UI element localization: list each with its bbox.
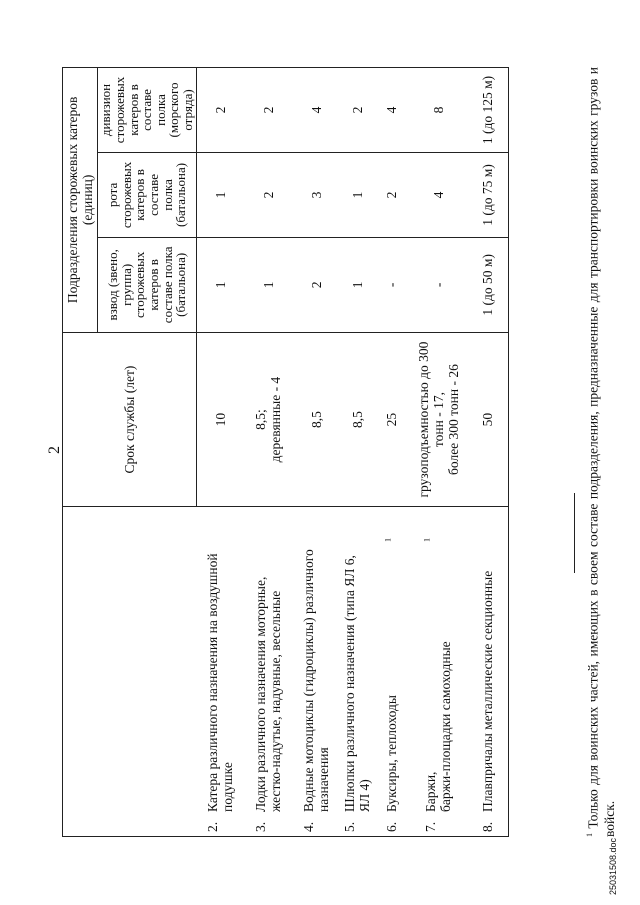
footnote-text: Только для воинских частей, имеющих в своем составе подразделения, предназначенные для транспортировки воинских грузов и войск. [585,66,617,837]
row-name-cell [196,507,244,837]
row-number: 4. [301,821,317,832]
row-company-count: 1 [196,152,244,237]
row-division-count: 4 [374,68,408,153]
table-row [196,68,244,837]
row-platoon-count: 2 [292,237,340,332]
row-service-life: 10 [196,332,244,507]
row-name-cell [292,507,340,837]
row-number: 6. [383,821,399,832]
row-platoon-count: 1 (до 50 м) [468,237,508,332]
row-service-life: грузоподъемностью до 300 тонн - 17, более 300 тонн - 26 [408,332,468,507]
header-division: дивизион сторожевых катеров в составе полка (морского отряда) [98,68,196,153]
table-row [374,68,408,837]
row-division-count: 8 [408,68,468,153]
table-row [340,68,374,837]
row-name: Лодки различного назначения моторные, жестко-надутые, надувные, весельные [253,576,284,812]
header-units-group: Подразделения сторожевых катеров (единиц) [63,68,98,333]
row-division-count: 2 [244,68,292,153]
row-footnote-mark: 1 [383,538,393,542]
row-number: 5. [342,821,358,832]
table-row [408,68,468,837]
row-name-cell [408,507,468,837]
row-name-cell [244,507,292,837]
row-name-cell [340,507,374,837]
row-service-life: 8,5 [292,332,340,507]
row-division-count: 2 [196,68,244,153]
table-row [292,68,340,837]
row-name: Плавпричалы металлические секционные [480,570,496,812]
table-row [468,68,508,837]
row-division-count: 1 (до 125 м) [468,68,508,153]
row-service-life: 8,5; деревянные - 4 [244,332,292,507]
row-name: Водные мотоциклы (гидроциклы) различного назначения [301,549,332,812]
header-company: рота сторожевых катеров в составе полка (батальона) [98,152,196,237]
table-body [196,68,508,837]
document-filename: 25031508.doc [608,837,618,895]
row-name-cell [374,507,408,837]
row-division-count: 2 [340,68,374,153]
row-company-count: 2 [244,152,292,237]
row-name: Катера различного назначения на воздушной подушке [205,553,236,812]
row-platoon-count: 1 [244,237,292,332]
page-number: 2 [46,446,63,454]
row-platoon-count: - [408,237,468,332]
header-empty-cell [63,507,197,837]
row-company-count: 4 [408,152,468,237]
row-number: 2. [205,821,221,832]
row-company-count: 3 [292,152,340,237]
row-platoon-count: - [374,237,408,332]
row-division-count: 4 [292,68,340,153]
row-company-count: 2 [374,152,408,237]
row-number: 8. [480,821,496,832]
row-number: 3. [253,821,269,832]
row-footnote-mark: 1 [422,538,432,542]
header-row-1 [63,68,98,837]
row-service-life: 8,5 [340,332,374,507]
header-platoon: взвод (звено, группа) сторожевых катеров в составе полка (батальона) [98,237,196,332]
row-number: 7. [423,821,439,832]
row-name: Баржи, баржи-площадки самоходные [423,641,454,812]
row-name: Шлюпки различного назначения (типа ЯЛ 6, ЯЛ 4) [342,555,373,812]
footnote [585,67,618,837]
row-service-life: 25 [374,332,408,507]
footnote-mark: 1 [585,833,594,837]
row-service-life: 50 [468,332,508,507]
row-name: Буксиры, теплоходы [383,695,399,812]
row-company-count: 1 [340,152,374,237]
equipment-table [62,67,509,837]
row-platoon-count: 1 [196,237,244,332]
row-company-count: 1 (до 75 м) [468,152,508,237]
row-platoon-count: 1 [340,237,374,332]
footnote-separator [574,493,575,573]
table-row [244,68,292,837]
row-name-cell [468,507,508,837]
header-service-life: Срок службы (лет) [63,332,197,507]
